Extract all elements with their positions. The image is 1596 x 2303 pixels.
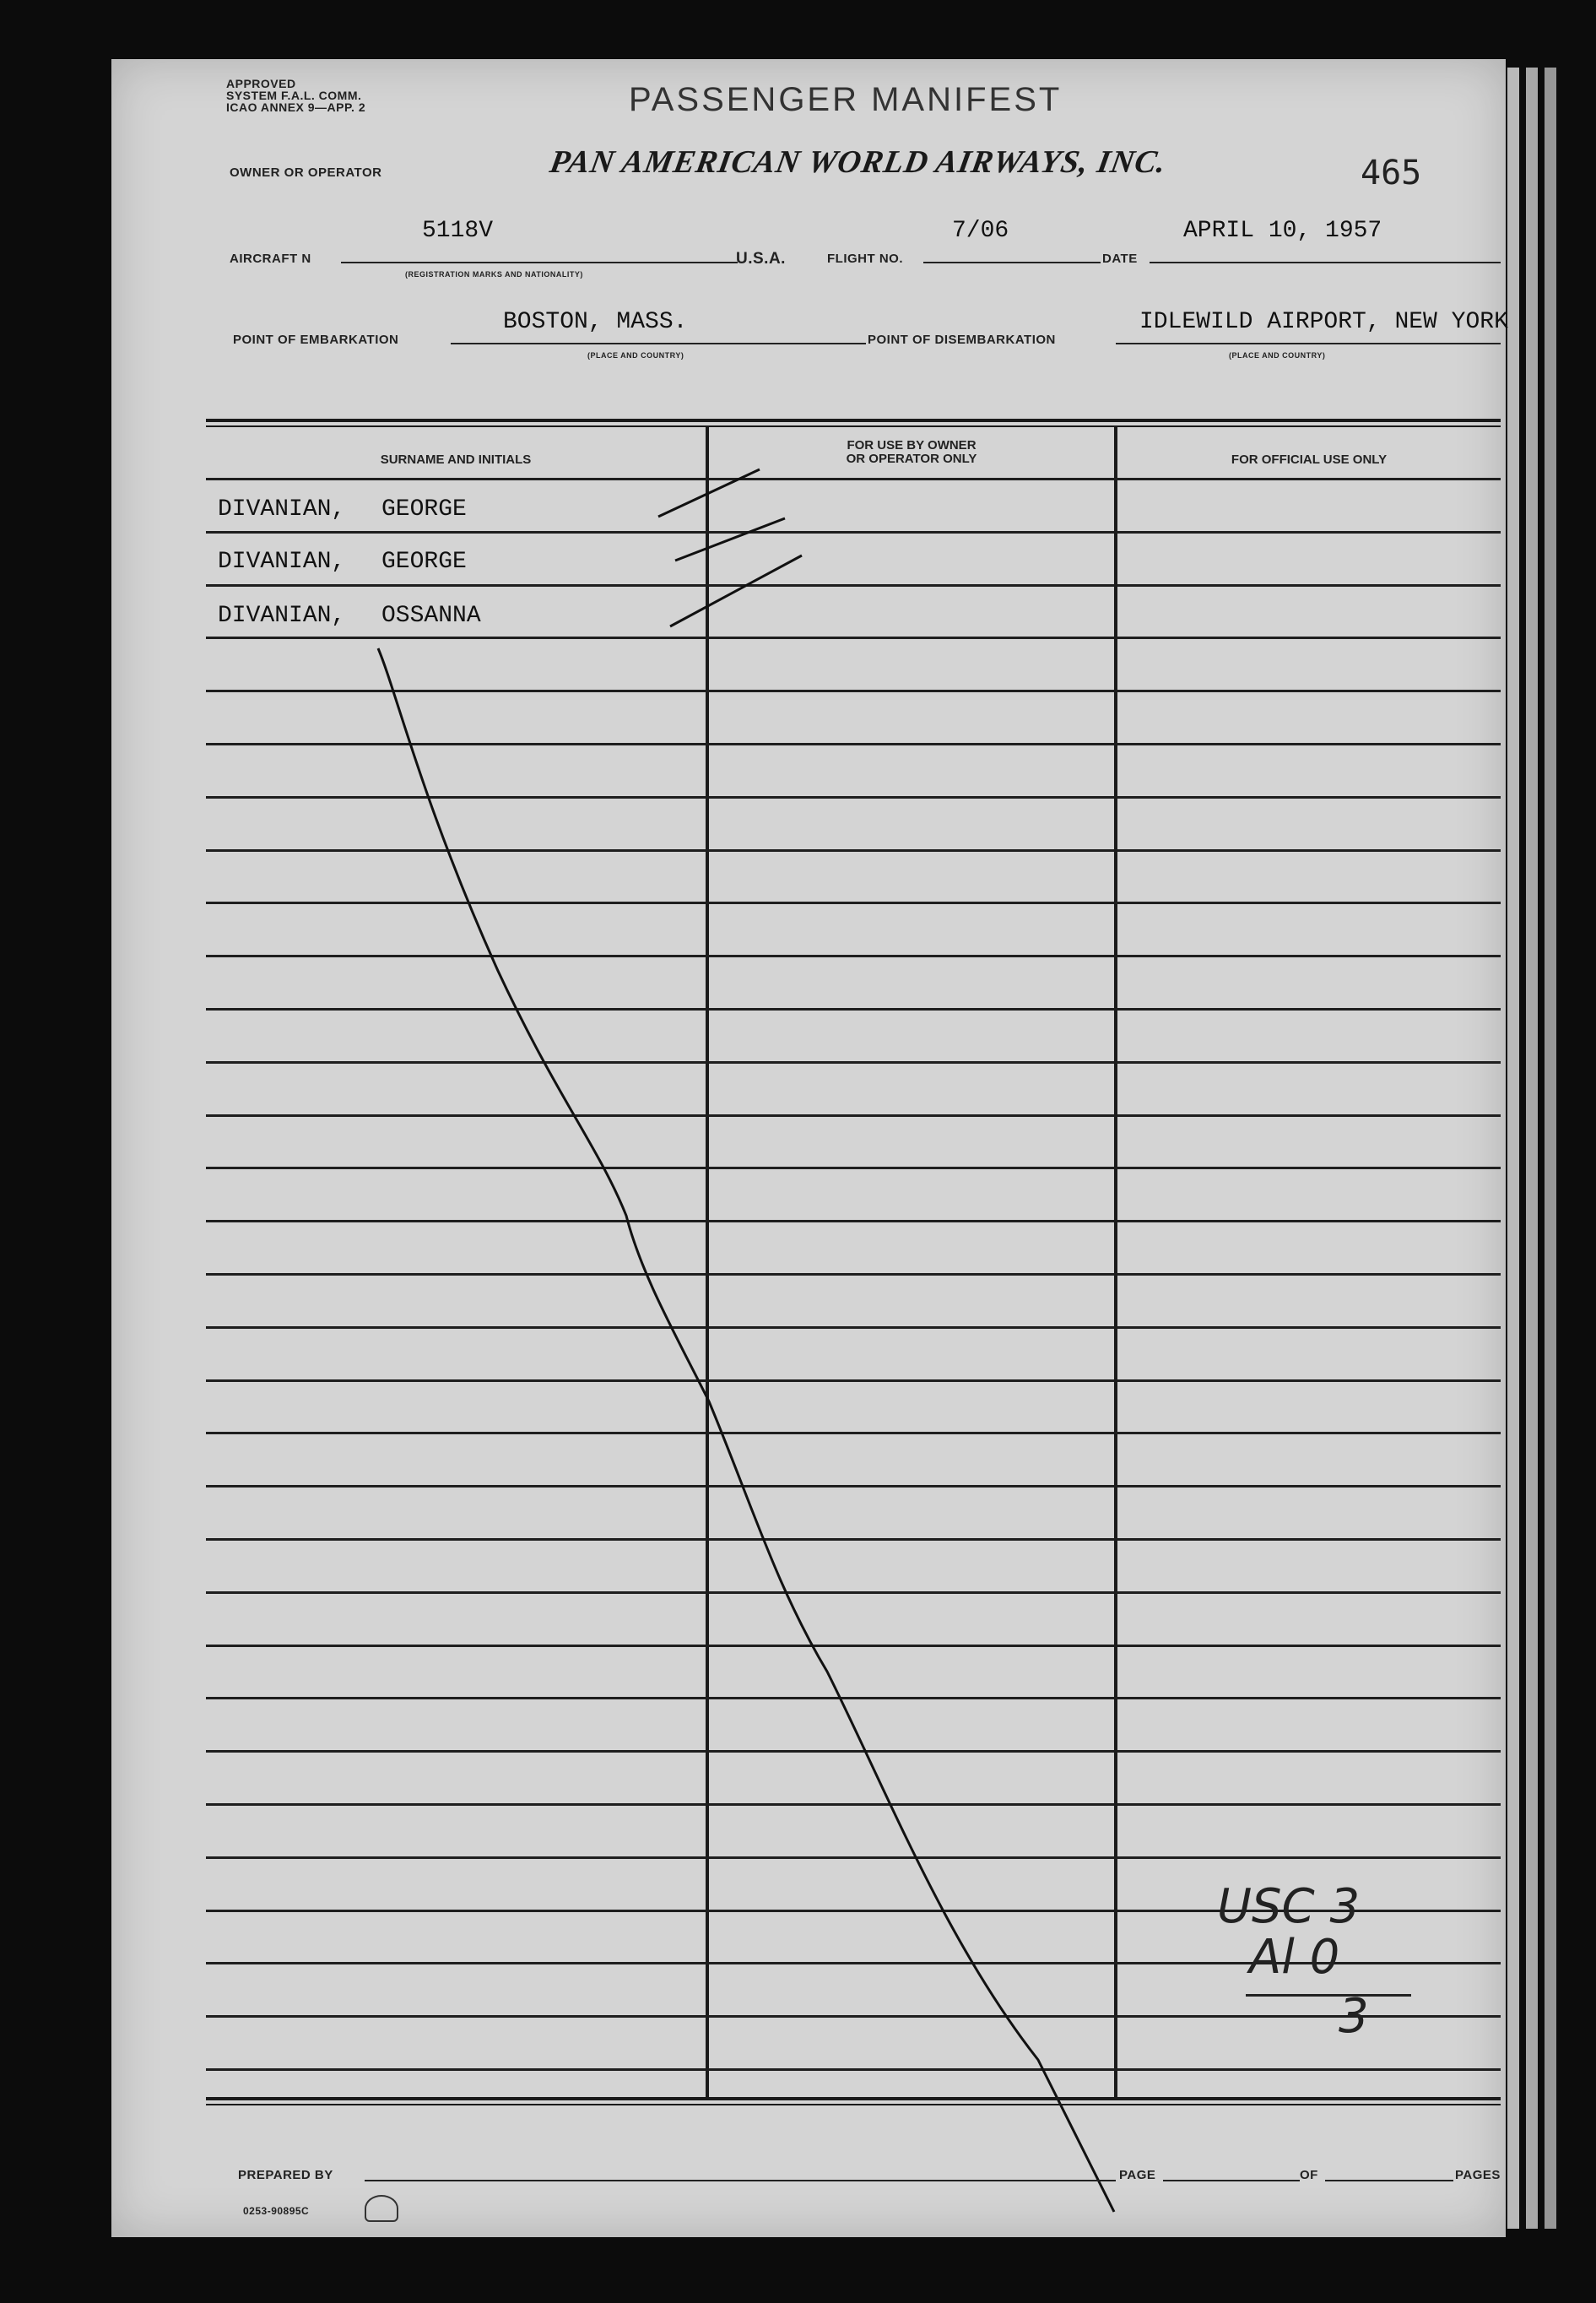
printer-union-label-icon [365,2195,398,2222]
tally-line-1: USC 3 [1217,1879,1361,1934]
disembarkation-value: IDLEWILD AIRPORT, NEW YORK [1139,309,1508,335]
embarkation-value: BOSTON, MASS. [503,309,688,335]
of-underline [1325,2180,1453,2181]
check-mark [658,469,760,517]
aircraft-label: AIRCRAFT N [230,252,311,266]
passenger-surname: DIVANIAN, [218,603,346,629]
form-code: 0253-90895C [243,2205,310,2217]
passenger-given-name: GEORGE [381,496,467,523]
owner-label: OWNER OR OPERATOR [230,165,382,180]
check-mark [670,555,802,626]
aircraft-value: 5118V [422,218,494,244]
usa-label: U.S.A. [736,250,786,268]
embarkation-label: POINT OF EMBARKATION [233,333,399,347]
embarkation-caption: (PLACE AND COUNTRY) [587,351,684,360]
passenger-given-name: GEORGE [381,549,467,575]
disembarkation-caption: (PLACE AND COUNTRY) [1229,351,1326,360]
column-header-surname: SURNAME AND INITIALS [380,452,532,467]
passenger-surname: DIVANIAN, [218,549,346,575]
approval-stamp: APPROVED SYSTEM F.A.L. COMM. ICAO ANNEX 9—APP. 2 [226,77,366,114]
column-header-operator: FOR USE BY OWNER OR OPERATOR ONLY [846,438,977,466]
table-bottom-rule [206,2097,1501,2100]
prepared-by-label: PREPARED BY [238,2168,333,2182]
registration-caption: (REGISTRATION MARKS AND NATIONALITY) [405,270,583,279]
page-title: PASSENGER MANIFEST [629,81,1063,118]
airline-name: PAN AMERICAN WORLD AIRWAYS, INC. [547,144,1170,180]
passenger-given-name: OSSANNA [381,603,481,629]
date-label: DATE [1102,252,1138,266]
disembarkation-label: POINT OF DISEMBARKATION [868,333,1056,347]
flight-label: FLIGHT NO. [827,252,903,266]
page-underline [1163,2180,1300,2181]
pages-label: PAGES [1455,2168,1501,2182]
check-mark [675,518,785,561]
date-value: APRIL 10, 1957 [1183,218,1382,244]
flight-value: 7/06 [952,218,1009,244]
tally-line-2: Al 0 [1249,1930,1340,1985]
prepared-by-underline [365,2180,1116,2181]
ditto-line [378,648,1114,2212]
document-number: 465 [1361,154,1422,192]
passenger-surname: DIVANIAN, [218,496,346,523]
column-header-official: FOR OFFICIAL USE ONLY [1231,452,1388,467]
table-bottom-rule-2 [206,2104,1501,2105]
of-label: OF [1300,2168,1318,2182]
tally-sum-rule [1246,1994,1411,1997]
page-label: PAGE [1119,2168,1156,2182]
tally-total: 3 [1339,1989,1369,2044]
